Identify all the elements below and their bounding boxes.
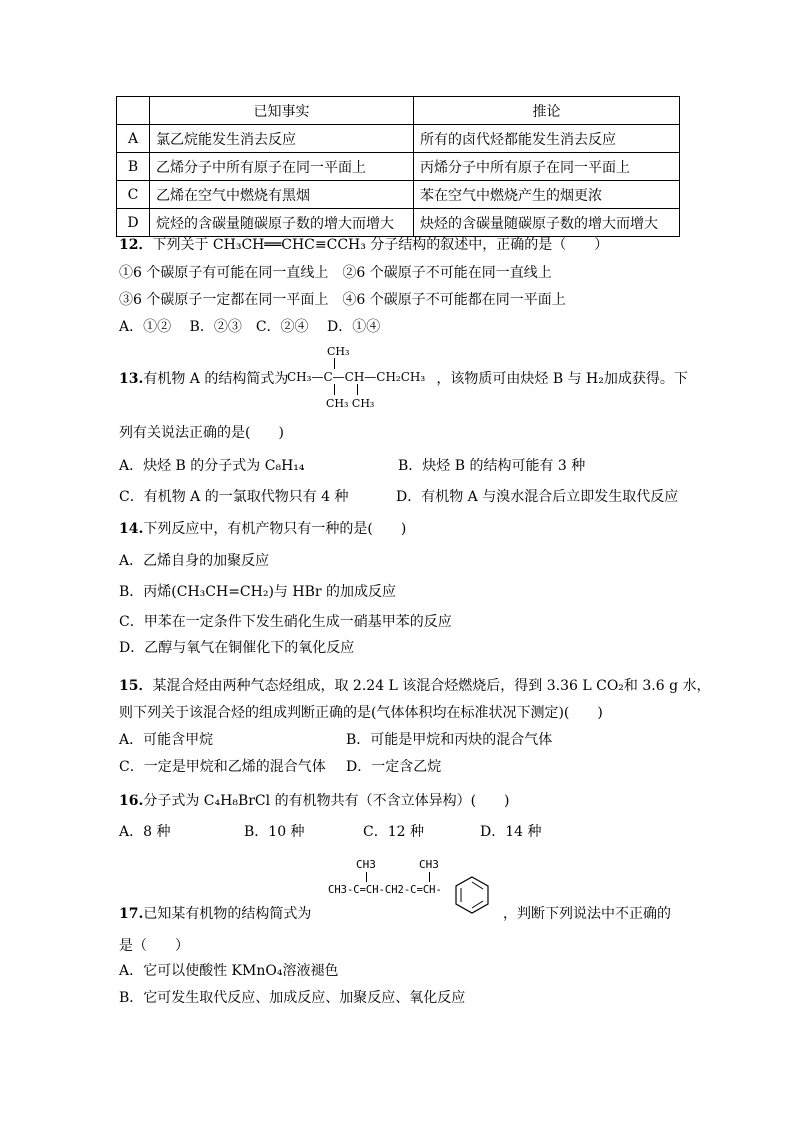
q13-structure-bottom: CH₃ CH₃ <box>326 397 375 410</box>
q12-stem-line <box>119 235 608 255</box>
q12-stem: 下列关于 CH₃CH══CHC≡CCH₃ 分子结构的叙述中，正确的是（ ） <box>152 237 609 253</box>
q14-option-b: B．丙烯(CH₃CH=CH₂)与 HBr 的加成反应 <box>119 584 397 600</box>
q13-bond-down-2 <box>357 384 358 395</box>
q15-stem-line1 <box>119 676 711 696</box>
table-header-inference: 推论 <box>414 97 680 125</box>
q14-number: 14. <box>119 521 144 537</box>
q16-option-b: B．10 种 <box>244 824 305 840</box>
q12-statement-2: ③6 个碳原子一定都在同一平面上 ④6 个碳原子不可能都在同一平面上 <box>119 292 566 308</box>
table-row <box>117 209 680 237</box>
q12-statement-1: ①6 个碳原子有可能在同一直线上 ②6 个碳原子不可能在同一直线上 <box>119 265 552 281</box>
q17-option-a: A．它可以使酸性 KMnO₄溶液褪色 <box>119 963 339 979</box>
q13-number: 13. <box>119 371 144 387</box>
q13-structure-main: CH₃—C—CH—CH₂CH₃ <box>287 370 426 384</box>
q15-option-d: D．一定含乙烷 <box>346 759 442 775</box>
row-inference: 所有的卤代烃都能发生消去反应 <box>414 125 680 153</box>
row-fact: 氯乙烷能发生消去反应 <box>150 125 414 153</box>
row-inference: 苯在空气中燃烧产生的烟更浓 <box>414 181 680 209</box>
q12-number: 12． <box>119 237 153 253</box>
q13-option-d: D．有机物 A 与溴水混合后立即发生取代反应 <box>396 489 679 505</box>
q13-structure-top: CH₃ <box>327 345 350 358</box>
q13-stem-after: ，该物质可由炔烃 B 与 H₂加成获得。下 <box>436 371 688 387</box>
q17-option-b: B．它可发生取代反应、加成反应、加聚反应、氧化反应 <box>119 990 466 1006</box>
q17-bond-2 <box>429 872 430 882</box>
q17-structure-sub2: CH3 <box>419 858 439 871</box>
table-row <box>117 181 680 209</box>
q15-option-a: A．可能含甲烷 <box>119 732 214 748</box>
row-label: D <box>117 209 150 237</box>
q16-option-a: A．8 种 <box>119 824 171 840</box>
q16-stem-line <box>119 791 510 811</box>
q17-bond-1 <box>366 872 367 882</box>
q17-stem-before: 已知某有机物的结构简式为 <box>143 906 312 922</box>
row-label: C <box>117 181 150 209</box>
table-row <box>117 153 680 181</box>
q14-option-d: D．乙醇与氧气在铜催化下的氧化反应 <box>119 640 355 656</box>
q17-stem-after: ，判断下列说法中不正确的 <box>503 906 671 922</box>
q13-stem-before: 有机物 A 的结构简式为 <box>143 371 289 387</box>
facts-table <box>116 96 680 237</box>
q16-option-c: C．12 种 <box>363 824 424 840</box>
q13-bond-up <box>334 358 335 369</box>
row-fact: 乙烯分子中所有原子在同一平面上 <box>150 153 414 181</box>
q16-stem: 分子式为 C₄H₈BrCl 的有机物共有（不含立体异构）( ) <box>143 793 510 809</box>
q17-structure-sub1: CH3 <box>356 858 376 871</box>
q15-stem-line2: 则下列关于该混合烃的组成判断正确的是(气体体积均在标准状况下测定)( ) <box>119 705 603 721</box>
table-header-row <box>117 97 680 125</box>
q17-number: 17. <box>119 906 144 922</box>
q14-stem: 下列反应中，有机产物只有一种的是( ) <box>143 521 407 537</box>
q12-options: A．①② B．②③ C．②④ D．①④ <box>119 319 381 335</box>
row-fact: 烷烃的含碳量随碳原子数的增大而增大 <box>150 209 414 237</box>
q16-number: 16. <box>119 793 144 809</box>
q15-stem-1: 某混合烃由两种气态烃组成，取 2.24 L 该混合烃燃烧后，得到 3.36 L CO₂和 3.6 g 水， <box>152 678 711 694</box>
q15-option-b: B．可能是甲烷和丙炔的混合气体 <box>346 732 553 748</box>
q13-option-a: A．炔烃 B 的分子式为 C₈H₁₄ <box>119 458 305 474</box>
table-row <box>117 125 680 153</box>
q17-stem-line2: 是（ ） <box>119 938 189 954</box>
q13-option-c: C．有机物 A 的一氯取代物只有 4 种 <box>119 489 349 505</box>
q15-number: 15． <box>119 678 153 694</box>
q16-option-d: D．14 种 <box>480 824 542 840</box>
q17-structure-chain: CH3-C=CH-CH2-C=CH- <box>328 884 442 896</box>
q14-stem-line <box>119 519 406 539</box>
row-fact: 乙烯在空气中燃烧有黑烟 <box>150 181 414 209</box>
row-label: A <box>117 125 150 153</box>
row-label: B <box>117 153 150 181</box>
table-header-label <box>117 97 150 125</box>
q13-stem-line2: 列有关说法正确的是( ) <box>119 425 284 441</box>
row-inference: 炔烃的含碳量随碳原子数的增大而增大 <box>414 209 680 237</box>
table-header-fact: 已知事实 <box>150 97 414 125</box>
q14-option-a: A．乙烯自身的加聚反应 <box>119 553 270 569</box>
benzene-ring-icon <box>452 875 492 915</box>
row-inference: 丙烯分子中所有原子在同一平面上 <box>414 153 680 181</box>
q15-option-c: C．一定是甲烷和乙烯的混合气体 <box>119 759 326 775</box>
q17-stem-line <box>119 904 311 924</box>
q14-option-c: C．甲苯在一定条件下发生硝化生成一硝基甲苯的反应 <box>119 614 452 630</box>
q13-bond-down-1 <box>334 384 335 395</box>
q13-option-b: B．炔烃 B 的结构可能有 3 种 <box>398 458 586 474</box>
